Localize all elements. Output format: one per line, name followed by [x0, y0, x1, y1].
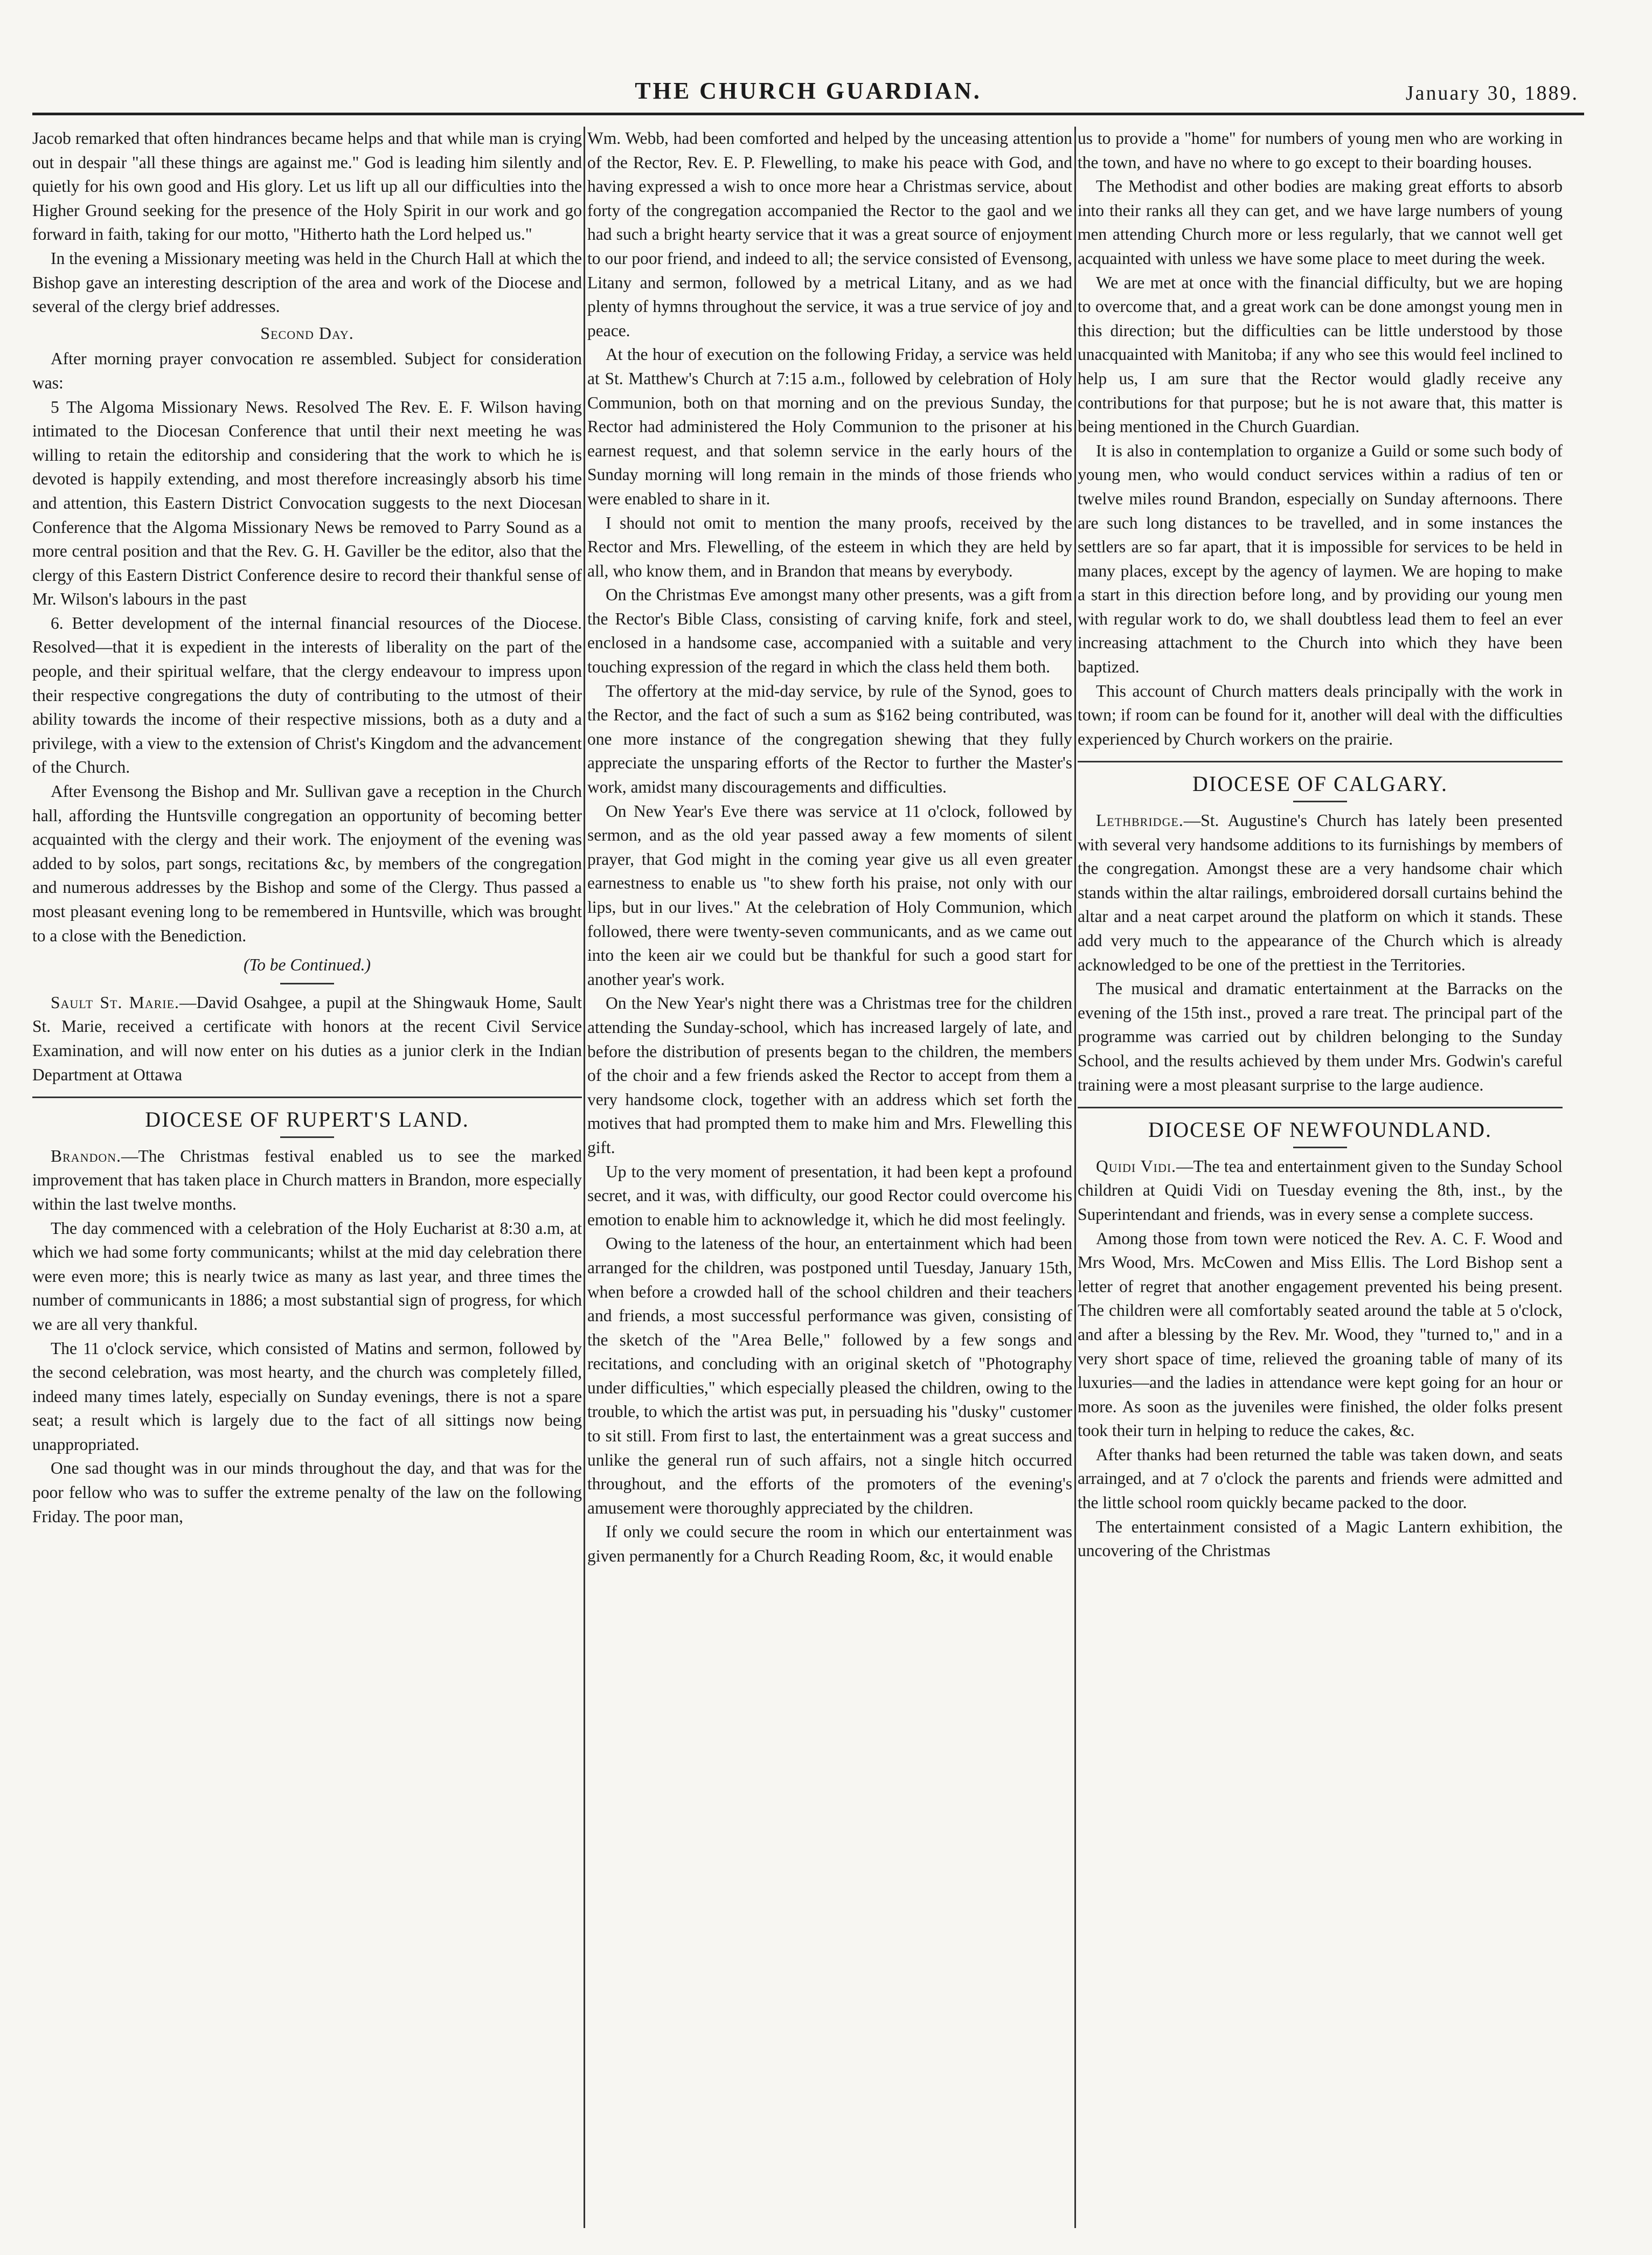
paragraph: —The Christmas festival enabled us to see the marked improvement that has taken place in Church matters in Brandon, more especially within the last twelve months. [32, 1146, 582, 1213]
paragraph: We are met at once with the financial difficulty, but we are hoping to overcome that, and a great work can be done amongst young men in this direction; but the difficulties can be little understood by those unacquainted with Manitoba; if any who see this would feel inclined to help us, I am sure that the Rector would gladly receive any contributions for that purpose; but he is not aware that, this matter is being mentioned in the Church Guardian. [1078, 273, 1563, 436]
divider [280, 1136, 334, 1138]
paragraph: On New Year's Eve there was service at 11 o'clock, followed by sermon, and as the old year passed away a few moments of silent prayer, that God might in the coming year give us all even greater earnestness to enable us "to shew forth his praise, not only with our lips, but in our lives." At the celebration of Holy Communion, which followed, there were twenty-seven communicants, and as we came out into the keen air we could but be thankful for such a good start for another year's work. [587, 801, 1072, 989]
paragraph: Jacob remarked that often hindrances became helps and that while man is crying out in despair "all these things are against me." God is leading him silently and quietly for his own good and His glory. Let us lift up all our difficulties into the Higher Ground seeking for the presence of the Holy Spirit in our work and go forward in faith, taking for our motto, "Hitherto hath the Lord helped us." [32, 129, 582, 244]
paragraph: The entertainment consisted of a Magic Lantern exhibition, the uncovering of the Christmas [1078, 1517, 1563, 1560]
paragraph: On the New Year's night there was a Christmas tree for the children attending the Sunday-school, which has increased largely of late, and before the distribution of presents began to the children, the members of the choir and a few friends asked the Rector to accept from them a very handsome clock, together with an address which set forth the motives that had prompted them to make him and Mrs. Flewelling this gift. [587, 994, 1072, 1157]
column-1 [32, 127, 582, 2236]
newspaper-title: THE CHURCH GUARDIAN. [635, 78, 982, 104]
column-divider [1074, 127, 1076, 2228]
diocese-heading: DIOCESE OF RUPERT'S LAND. [145, 1107, 469, 1132]
paragraph: It is also in contemplation to organize a Guild or some such body of young men, who would conduct services within a radius of ten or twelve miles round Brandon, especially on Sunday afternoons. There are such long distances to be travelled, and in some instances the settlers are so far apart, that it is impossible for services to be held in many places, except by the agency of laymen. We are hoping to make a start in this direction before long, and by providing our young men with regular work to do, we shall doubtless lead them to feel an ever increasing attachment to the Church into which they have been baptized. [1078, 441, 1563, 677]
header-rule [32, 113, 1584, 115]
paragraph: After Evensong the Bishop and Mr. Sullivan gave a reception in the Church hall, affording the Huntsville congregation an opportunity of becoming better acquainted with the clergy and their work. The enjoyment of the evening was added to by solos, part songs, recitations &c, by members of the congregation and numerous addresses by the Bishop and some of the Clergy. Thus passed a most pleasant evening long to be remembered in Huntsville, which was brought to a close with the Benediction. [32, 782, 582, 945]
paragraph: The 11 o'clock service, which consisted of Matins and sermon, followed by the second celebration, was most hearty, and the church was completely filled, indeed many times lately, especially on Sunday evenings, there is not a spare seat; a result which is largely due to the fact of all sittings now being unappropriated. [32, 1338, 582, 1454]
paragraph: This account of Church matters deals principally with the work in town; if room can be found for it, another will deal with the difficulties experienced by Church workers on the prairie. [1078, 681, 1563, 748]
paragraph: After morning prayer convocation re assembled. Subject for consideration was: [32, 349, 582, 392]
paragraph: Wm. Webb, had been comforted and helped by the unceasing attention of the Rector, Rev. E. P. Flewelling, to make his peace with God, and having expressed a wish to once more hear a Christmas service, about forty of the congregation accompanied the Rector to the gaol and we had such a bright hearty service that it was a great source of enjoyment to our poor friend, and indeed to all; the service consisted of Evensong, Litany and sermon, followed by a metrical Litany, and as we had plenty of hymns throughout the service, it was a true service of joy and peace. [587, 129, 1072, 340]
divider [1078, 761, 1563, 762]
paragraph: The Methodist and other bodies are making great efforts to absorb into their ranks all they can get, and we have large numbers of young men attending Church more or less regularly, that we cannot well get acquainted with unless we have some place to meet during the week. [1078, 177, 1563, 268]
dateline: Sault St. Marie. [51, 993, 179, 1012]
paragraph: On the Christmas Eve amongst many other presents, was a gift from the Rector's Bible Class, consisting of carving knife, fork and steel, enclosed in a handsome case, accompanied with a suitable and very touching expression of the regard in which the class held them both. [587, 585, 1072, 677]
divider [1293, 1147, 1347, 1148]
divider [280, 983, 334, 984]
paragraph: At the hour of execution on the following Friday, a service was held at St. Matthew's Church at 7:15 a.m., followed by celebration of Holy Communion, both on that morning and on the previous Sunday, the Rector had administered the Holy Communion to the prisoner at his earnest request, and that solemn service in the early hours of the Sunday morning will long remain in the minds of those friends who were enabled to share in it. [587, 345, 1072, 508]
paragraph: us to provide a "home" for numbers of young men who are working in the town, and have no where to go except to their boarding houses. [1078, 129, 1563, 172]
dateline: Brandon. [51, 1146, 121, 1165]
section-subheading: Second Day. [260, 323, 354, 343]
paragraph: After thanks had been returned the table was taken down, and seats arrainged, and at 7 o'clock the parents and friends were admitted and the little school room quickly became packed to the door. [1078, 1445, 1563, 1512]
to-be-continued: (To be Continued.) [244, 955, 371, 975]
paragraph: Owing to the lateness of the hour, an entertainment which had been arranged for the children, was postponed until Tuesday, January 15th, when before a crowded hall of the school children and their teachers and friends, a most successful performance was given, consisting of the sketch of the "Area Belle," followed by a few songs and recitations, and concluding with an original sketch of "Photography under difficulties," which especially pleased the children, owing to the trouble, to which the artist was put, in persuading his "dusky" customer to sit still. From first to last, the entertainment was a great success and unlike the general run of such affairs, not a single hitch occurred throughout, and the efforts of the promoters of the evening's amusement were thoroughly appreciated by the children. [587, 1234, 1072, 1517]
paragraph: In the evening a Missionary meeting was held in the Church Hall at which the Bishop gave an interesting description of the area and work of the Diocese and several of the clergy brief addresses. [32, 248, 582, 316]
masthead [32, 67, 1584, 117]
paragraph: —David Osahgee, a pupil at the Shingwauk Home, Sault St. Marie, received a certificate with honors at the recent Civil Service Examination, and will now enter on his duties as a junior clerk in the Indian Department at Ottawa [32, 993, 582, 1084]
column-3 [1078, 127, 1563, 2236]
column-divider [584, 127, 585, 2228]
column-2 [587, 127, 1072, 2236]
dateline: Quidi Vidi. [1096, 1156, 1177, 1176]
divider [32, 1097, 582, 1098]
paragraph: The offertory at the mid-day service, by rule of the Synod, goes to the Rector, and the fact of such a sum as $162 being contributed, was one more instance of the congregation shewing that they fully appreciate the unsparing efforts of the Rector to further the Master's work, amidst many discouragements and difficulties. [587, 681, 1072, 797]
paragraph: Up to the very moment of presentation, it had been kept a profound secret, and it was, with difficulty, our good Rector could overcome his emotion to enable him to acknowledge it, which he did most feelingly. [587, 1162, 1072, 1229]
divider [1078, 1107, 1563, 1108]
dateline: Lethbridge. [1096, 811, 1184, 830]
paragraph: The musical and dramatic entertainment at the Barracks on the evening of the 15th inst., proved a rare treat. The principal part of the programme was carried out by children belonging to the Sunday School, and the results achieved by them under Mrs. Godwin's careful training were a most pleasant surprise to the large audience. [1078, 979, 1563, 1094]
divider [1293, 801, 1347, 802]
paragraph: If only we could secure the room in which our entertainment was given permanently for a Church Reading Room, &c, it would enable [587, 1522, 1072, 1566]
issue-date: January 30, 1889. [1405, 82, 1579, 105]
paragraph: 6. Better development of the internal financial resources of the Diocese. Resolved—that it is expedient in the interests of liberality on the part of the people, and their spiritual welfare, that the clergy endeavour to impress upon their respective congregations the duty of contributing to the utmost of their ability towards the income of their respective missions, both as a duty and a privilege, with a view to the extension of Christ's Kingdom and the advancement of the Church. [32, 613, 582, 777]
diocese-heading: DIOCESE OF NEWFOUNDLAND. [1148, 1118, 1492, 1142]
paragraph: The day commenced with a celebration of the Holy Eucharist at 8:30 a.m, at which we had some forty communicants; whilst at the mid day celebration there were even more; this is nearly twice as many as last year, and three times the number of communicants in 1886; a most substantial sign of progress, for which we are all very thankful. [32, 1218, 582, 1334]
paragraph: —The tea and entertainment given to the Sunday School children at Quidi Vidi on Tuesday evening the 8th, inst., by the Superintendant and friends, was in every sense a complete success. [1078, 1156, 1563, 1224]
paragraph: 5 The Algoma Missionary News. Resolved The Rev. E. F. Wilson having intimated to the Diocesan Conference that until their next meeting he was willing to retain the editorship and considering that the work to which he is devoted is happily extending, and most therefore increasingly absorb his time and attention, this Eastern District Convocation suggests to the next Diocesan Conference that the Algoma Missionary News be removed to Parry Sound as a more central position and that the Rev. G. H. Gaviller be the editor, also that the clergy of this Eastern District Conference desire to record their thankful sense of Mr. Wilson's labours in the past [32, 397, 582, 609]
paragraph: Among those from town were noticed the Rev. A. C. F. Wood and Mrs Wood, Mrs. McCowen and Miss Ellis. The Lord Bishop sent a letter of regret that another engagement prevented his being present. The children were all comfortably seated around the table at 5 o'clock, and after a blessing by the Rev. Mr. Wood, they "turned to," and in a very short space of time, relieved the groaning table of many of its luxuries—and the ladies in attendance were kept going for an hour or more. As soon as the juveniles were finished, the older folks present took their turn in helping to reduce the cakes, &c. [1078, 1229, 1563, 1440]
paragraph: One sad thought was in our minds throughout the day, and that was for the poor fellow who was to suffer the extreme penalty of the law on the following Friday. The poor man, [32, 1459, 582, 1526]
paragraph: —St. Augustine's Church has lately been presented with several very handsome additions to its furnishings by members of the congregation. Amongst these are a very handsome chair which stands within the altar railings, embroidered dorsall curtains behind the altar and a neat carpet around the platform on which it stands. These add very much to the appearance of the Church which is already acknowledged to be one of the prettiest in the Territories. [1078, 811, 1563, 974]
diocese-heading: DIOCESE OF CALGARY. [1192, 772, 1448, 796]
paragraph: I should not omit to mention the many proofs, received by the Rector and Mrs. Flewelling, of the esteem in which they are held by all, who know them, and in Brandon that means by everybody. [587, 513, 1072, 580]
